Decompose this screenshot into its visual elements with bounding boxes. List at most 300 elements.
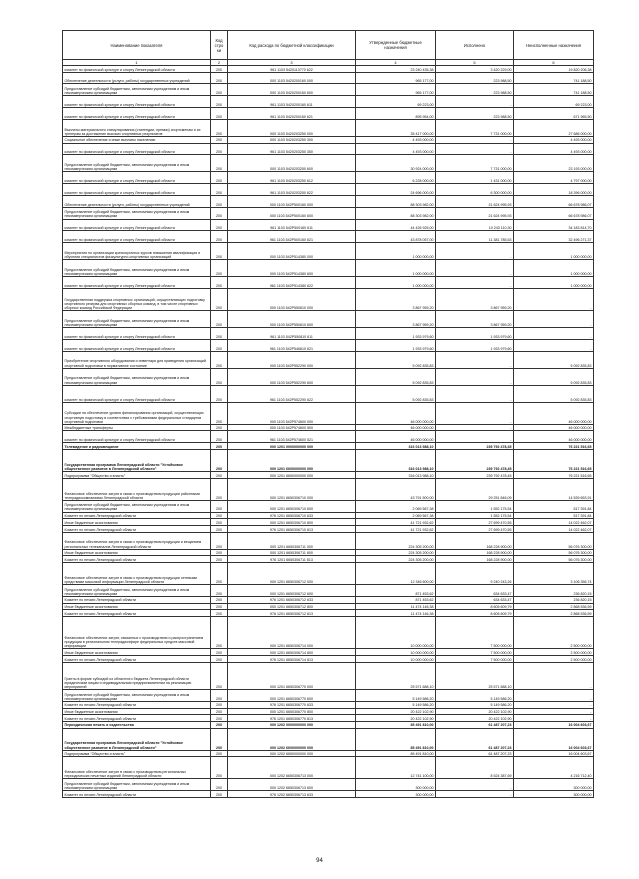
- row-unexecuted: 19 820 206,38: [514, 66, 594, 73]
- row-unexecuted: 16 004 603,67: [514, 721, 594, 728]
- table-row: [63, 715, 594, 722]
- row-approved: 5 149 586,20: [356, 701, 436, 708]
- row-unexecuted: 66 678 986,07: [514, 195, 594, 207]
- row-budget-code: 000 1103 542P552290 000: [228, 351, 356, 368]
- row-name: Комитет по печати Ленинградской области: [63, 610, 211, 617]
- row-approved: 1 000 000,00: [356, 277, 436, 289]
- table-row: [63, 184, 594, 196]
- row-line-code: 200: [211, 431, 228, 443]
- row-executed: 1 552 175,54: [436, 512, 514, 519]
- row-budget-code: 000 1201 6650306710 000: [228, 478, 356, 500]
- header-executed: Исполнено: [436, 31, 514, 60]
- row-line-code: 200: [211, 471, 228, 478]
- row-budget-code: 961 1103 542P514380 622: [228, 277, 356, 289]
- row-name: Финансовое обеспечение затрат в связи с производством продукции и вещанием региональных телеканалов Ленинградской области: [63, 532, 211, 549]
- row-unexecuted: 14 539 653,91: [514, 478, 594, 500]
- row-budget-code: 000 1103 542P514380 000: [228, 243, 356, 260]
- row-unexecuted: 46 000 000,00: [514, 424, 594, 431]
- header-line-code: Код стро ки: [211, 31, 228, 60]
- row-approved: 871 453,62: [356, 596, 436, 603]
- row-approved: 43 878 057,00: [356, 231, 436, 243]
- row-name: комитет по физической культуре и спорту Ленинградской области: [63, 385, 211, 402]
- table-row: [63, 585, 594, 597]
- column-index: 2: [211, 60, 228, 66]
- table-row: [63, 478, 594, 500]
- table-row: [63, 243, 594, 260]
- row-executed: 3 420 229,00: [436, 66, 514, 73]
- row-name: комитет по физической культуре и спорту Ленинградской области: [63, 431, 211, 443]
- row-executed: 11 381 785,63: [436, 231, 514, 243]
- row-budget-code: 961 1103 542P550810 611: [228, 328, 356, 340]
- row-budget-code: 976 1201 6650306770 633: [228, 701, 356, 708]
- row-line-code: 200: [211, 757, 228, 779]
- row-approved: 43 791 500,00: [356, 478, 436, 500]
- row-unexecuted: 1 000 000,00: [514, 260, 594, 277]
- row-budget-code: 000 1201 6650306770 000: [228, 662, 356, 689]
- row-budget-code: 000 1103 542P514380 600: [228, 260, 356, 277]
- row-line-code: 200: [211, 288, 228, 310]
- table-row: [63, 96, 594, 108]
- row-budget-code: 000 1103 542P500160 000: [228, 195, 356, 207]
- row-line-code: 200: [211, 231, 228, 243]
- row-budget-code: 000 1201 6650306712 800: [228, 603, 356, 610]
- row-budget-code: 961 1103 5420203250 350: [228, 143, 356, 155]
- row-approved: 2 069 567,38: [356, 512, 436, 519]
- row-line-code: 200: [211, 351, 228, 368]
- table-row: [63, 339, 594, 351]
- table-row: [63, 549, 594, 556]
- row-name: Финансовое обеспечение затрат в связи с производством продукции сетевыми средствами массовой информации Ленинградской области: [63, 563, 211, 585]
- row-line-code: 200: [211, 779, 228, 791]
- row-line-code: 200: [211, 512, 228, 519]
- row-executed: -: [436, 402, 514, 424]
- row-budget-code: 961 1103 542P546810 621: [228, 339, 356, 351]
- row-line-code: 200: [211, 66, 228, 73]
- row-executed: 7 731 000,00: [436, 155, 514, 172]
- row-line-code: 200: [211, 328, 228, 340]
- row-line-code: 200: [211, 549, 228, 556]
- row-unexecuted: 16 004 603,67: [514, 750, 594, 757]
- row-name: Комитет по печати Ленинградской области: [63, 596, 211, 603]
- row-budget-code: 000 1103 5420200160 600: [228, 84, 356, 96]
- table-row: [63, 603, 594, 610]
- table-row: [63, 662, 594, 689]
- row-line-code: 200: [211, 119, 228, 136]
- row-unexecuted: 27 686 000,00: [514, 119, 594, 136]
- row-name: комитет по физической культуре и спорту Ленинградской области: [63, 66, 211, 73]
- table-row: [63, 708, 594, 715]
- row-budget-code: 000 1103 542P574600 500: [228, 424, 356, 431]
- row-unexecuted: 76 221 516,65: [514, 449, 594, 471]
- row-unexecuted: 671 965,50: [514, 108, 594, 120]
- row-name: Подпрограмма "Общество и власть": [63, 750, 211, 757]
- row-name: Предоставление субсидий бюджетным, автономным учреждениям и иным некоммерческим организациям: [63, 500, 211, 512]
- row-budget-code: 000 1202 6650000000 000: [228, 750, 356, 757]
- row-name: Комитет по печати Ленинградской области: [63, 512, 211, 519]
- row-line-code: 200: [211, 556, 228, 563]
- row-executed: -: [436, 243, 514, 260]
- row-line-code: 200: [211, 243, 228, 260]
- table-row: [63, 288, 594, 310]
- row-name: комитет по физической культуре и спорту Ленинградской области: [63, 231, 211, 243]
- row-executed: 8 605 609,79: [436, 610, 514, 617]
- row-budget-code: 000 1103 542P552290 600: [228, 368, 356, 385]
- row-name: комитет по физической культуре и спорту Ленинградской области: [63, 339, 211, 351]
- row-line-code: 200: [211, 750, 228, 757]
- column-index: 1: [63, 60, 211, 66]
- row-name: комитет по физической культуре и спорту Ленинградской области: [63, 328, 211, 340]
- table-row: [63, 84, 594, 96]
- row-unexecuted: 517 391,84: [514, 512, 594, 519]
- row-unexecuted: 236 820,15: [514, 596, 594, 603]
- table-row: [63, 616, 594, 648]
- row-unexecuted: -: [514, 715, 594, 722]
- row-executed: 27 699 470,55: [436, 519, 514, 526]
- table-row: [63, 779, 594, 791]
- row-name: Мероприятия по организации краткосрочных курсов повышения квалификации и обучения специалистов физкультурно-спортивных организаций: [63, 243, 211, 260]
- row-line-code: 200: [211, 690, 228, 702]
- row-line-code: 200: [211, 519, 228, 526]
- row-executed: 7 500 000,00: [436, 656, 514, 663]
- table-row: [63, 701, 594, 708]
- row-unexecuted: 5 092 835,83: [514, 385, 594, 402]
- row-line-code: 200: [211, 195, 228, 207]
- header-budget-code: Код расхода по бюджетной классификации: [228, 31, 356, 60]
- row-unexecuted: 741 188,50: [514, 84, 594, 96]
- header-approved: Утвержденные бюджетные назначения: [356, 31, 436, 60]
- row-budget-code: 976 1201 6650306712 813: [228, 610, 356, 617]
- row-executed: 61 487 207,23: [436, 728, 514, 750]
- row-line-code: 200: [211, 449, 228, 471]
- table-row: [63, 431, 594, 443]
- row-budget-code: 000 1103 542P550810 600: [228, 311, 356, 328]
- table-body: [63, 66, 594, 798]
- table-row: [63, 328, 594, 340]
- row-unexecuted: 34 183 814,70: [514, 219, 594, 231]
- row-line-code: 200: [211, 155, 228, 172]
- row-name: комитет по физической культуре и спорту Ленинградской области: [63, 172, 211, 184]
- row-approved: 6 228 000,00: [356, 172, 436, 184]
- row-executed: 8 605 609,79: [436, 603, 514, 610]
- row-name: Иные бюджетные ассигнования: [63, 519, 211, 526]
- row-unexecuted: 56 076 300,00: [514, 549, 594, 556]
- row-executed: -: [436, 143, 514, 155]
- row-budget-code: 000 1103 542P550810 000: [228, 288, 356, 310]
- table-row: [63, 512, 594, 519]
- row-unexecuted: 517 391,84: [514, 500, 594, 512]
- row-unexecuted: 300 000,00: [514, 791, 594, 798]
- table-row: [63, 108, 594, 120]
- row-budget-code: 000 1202 6650306713 600: [228, 779, 356, 791]
- row-unexecuted: 69 223,00: [514, 96, 594, 108]
- row-approved: 224 305 200,00: [356, 532, 436, 549]
- row-line-code: 200: [211, 721, 228, 728]
- table-row: [63, 155, 594, 172]
- row-approved: 965 177,00: [356, 84, 436, 96]
- row-name: Гранты в форме субсидий из областного бюджета Ленинградской области юридическим лицам и индивидуальным предпринимателям на реализацию мероприятий: [63, 662, 211, 689]
- row-unexecuted: 14 022 462,07: [514, 525, 594, 532]
- row-line-code: 200: [211, 260, 228, 277]
- row-budget-code: 000 1202 0000000000 000: [228, 721, 356, 728]
- row-budget-code: 000 1201 0000000000 000: [228, 443, 356, 450]
- row-name: Субсидии на обеспечение уровня финансирования организаций, осуществляющих спортивную подготовку в соответствии с требованиями федеральных стандартов спортивной подготовки: [63, 402, 211, 424]
- row-line-code: 200: [211, 596, 228, 603]
- row-line-code: 200: [211, 728, 228, 750]
- row-executed: 223 988,50: [436, 108, 514, 120]
- row-budget-code: 000 1202 6600000000 000: [228, 728, 356, 750]
- row-unexecuted: 1 000 000,00: [514, 277, 594, 289]
- row-approved: 300 000,00: [356, 791, 436, 798]
- row-unexecuted: 4 216 712,40: [514, 757, 594, 779]
- row-approved: 46 000 000,00: [356, 424, 436, 431]
- row-name: Предоставление субсидий бюджетным, автономным учреждениям и иным некоммерческим организациям: [63, 368, 211, 385]
- row-name: комитет по физической культуре и спорту Ленинградской области: [63, 143, 211, 155]
- row-approved: 1 000 000,00: [356, 260, 436, 277]
- row-line-code: 200: [211, 585, 228, 597]
- row-name: Предоставление субсидий бюджетным, автономным учреждениям и иным некоммерческим организациям: [63, 155, 211, 172]
- row-budget-code: 000 1201 6650000000 000: [228, 471, 356, 478]
- row-budget-code: 961 1103 5420113770 622: [228, 66, 356, 73]
- row-budget-code: 000 1201 6650306710 800: [228, 519, 356, 526]
- row-name: Подпрограмма "Общество и власть": [63, 471, 211, 478]
- row-unexecuted: 46 000 000,00: [514, 431, 594, 443]
- row-budget-code: 000 1202 6650306713 000: [228, 757, 356, 779]
- row-name: Финансовое обеспечение затрат в связи с производством продукции районными телерадиокомпаниями Ленинградской области: [63, 478, 211, 500]
- row-line-code: 200: [211, 610, 228, 617]
- row-name: Выплаты материального стимулирования (стипендии, премии) спортсменам и их тренерам за достижение высоких спортивных результатов: [63, 119, 211, 136]
- row-unexecuted: -: [514, 662, 594, 689]
- row-name: Иные бюджетные ассигнования: [63, 649, 211, 656]
- row-executed: -: [436, 368, 514, 385]
- row-line-code: 200: [211, 616, 228, 648]
- row-budget-code: 976 1201 6650306714 813: [228, 656, 356, 663]
- table-row: [63, 368, 594, 385]
- row-budget-code: 000 1201 6600000000 000: [228, 449, 356, 471]
- row-approved: 10 000 000,00: [356, 656, 436, 663]
- row-name: Комитет по печати Ленинградской области: [63, 791, 211, 798]
- row-name: Межбюджетные трансферты: [63, 424, 211, 431]
- row-approved: 88 303 982,00: [356, 195, 436, 207]
- table-row: [63, 596, 594, 603]
- header-indicator-name: Наименование показателя: [63, 31, 211, 60]
- row-budget-code: 000 1201 6650306770 800: [228, 708, 356, 715]
- row-line-code: 200: [211, 443, 228, 450]
- budget-execution-table: [62, 30, 594, 798]
- table-row: [63, 219, 594, 231]
- row-budget-code: 961 1103 542P552290 622: [228, 385, 356, 402]
- table-row: [63, 728, 594, 750]
- row-budget-code: 000 1201 6650306714 000: [228, 616, 356, 648]
- row-approved: 1 000 000,00: [356, 243, 436, 260]
- row-budget-code: 961 1103 5420200160 611: [228, 96, 356, 108]
- table-row: [63, 119, 594, 136]
- header-unexecuted: Неисполненные назначения: [514, 31, 594, 60]
- row-budget-code: 000 1201 6650306712 600: [228, 585, 356, 597]
- row-unexecuted: 5 092 835,83: [514, 368, 594, 385]
- row-line-code: 200: [211, 649, 228, 656]
- row-approved: 20 422 102,90: [356, 715, 436, 722]
- table-row: [63, 500, 594, 512]
- row-executed: 168 228 900,00: [436, 549, 514, 556]
- row-budget-code: 000 1201 6650306770 600: [228, 690, 356, 702]
- row-unexecuted: -: [514, 690, 594, 702]
- row-name: Иные бюджетные ассигнования: [63, 603, 211, 610]
- row-name: комитет по физической культуре и спорту Ленинградской области: [63, 96, 211, 108]
- row-approved: 871 453,62: [356, 585, 436, 597]
- row-name: Финансовое обеспечение затрат, связанных с производством и распространением продукции в региональном телерадиоэфире федеральных средств массовой информации: [63, 616, 211, 648]
- row-name: Комитет по печати Ленинградской области: [63, 656, 211, 663]
- table-row: [63, 277, 594, 289]
- row-budget-code: 000 1103 5420203250 600: [228, 155, 356, 172]
- row-line-code: 200: [211, 662, 228, 689]
- row-unexecuted: 300 000,00: [514, 779, 594, 791]
- table-row: [63, 311, 594, 328]
- table-row: [63, 757, 594, 779]
- row-approved: 316 013 988,10: [356, 443, 436, 450]
- row-approved: 5 149 586,20: [356, 690, 436, 702]
- row-executed: -: [436, 779, 514, 791]
- row-approved: 23 240 435,38: [356, 66, 436, 73]
- row-budget-code: 961 1103 542P500160 621: [228, 231, 356, 243]
- row-approved: 12 741 100,00: [356, 757, 436, 779]
- row-budget-code: 000 1103 542P500160 600: [228, 207, 356, 219]
- row-name: Приобретение спортивного оборудования и инвентаря для приведения организаций спортивной подготовки в нормативное состояние: [63, 351, 211, 368]
- row-name: Предоставление субсидий бюджетным, автономным учреждениям и иным некоммерческим организациям: [63, 690, 211, 702]
- row-unexecuted: 2 500 000,00: [514, 649, 594, 656]
- row-name: Предоставление субсидий бюджетным, автономным учреждениям и иным некоммерческим организациям: [63, 311, 211, 328]
- row-executed: 5 149 586,20: [436, 701, 514, 708]
- row-executed: 7 500 000,00: [436, 616, 514, 648]
- row-line-code: 200: [211, 277, 228, 289]
- row-line-code: 200: [211, 603, 228, 610]
- table-row: [63, 563, 594, 585]
- row-approved: 69 223,00: [356, 96, 436, 108]
- table-row: [63, 519, 594, 526]
- row-line-code: 200: [211, 108, 228, 120]
- row-approved: 224 305 200,00: [356, 549, 436, 556]
- row-unexecuted: 56 076 300,00: [514, 532, 594, 549]
- table-row: [63, 195, 594, 207]
- row-line-code: 200: [211, 339, 228, 351]
- row-executed: 1 552 175,54: [436, 500, 514, 512]
- row-budget-code: 000 1103 5420200160 000: [228, 72, 356, 84]
- row-approved: 11 474 146,38: [356, 610, 436, 617]
- table-row: [63, 471, 594, 478]
- row-unexecuted: 741 188,50: [514, 72, 594, 84]
- column-index: 5: [436, 60, 514, 66]
- row-name: Периодическая печать и издательства: [63, 721, 211, 728]
- row-budget-code: 000 1201 6650306712 000: [228, 563, 356, 585]
- table-header-row: [63, 31, 594, 60]
- row-approved: 1 933 979,60: [356, 339, 436, 351]
- row-executed: 10 243 110,30: [436, 219, 514, 231]
- row-name: Обеспечение деятельности (услуги, работы) государственных учреждений: [63, 195, 211, 207]
- row-approved: 41 721 932,62: [356, 525, 436, 532]
- row-line-code: 200: [211, 424, 228, 431]
- row-unexecuted: 1 000 000,00: [514, 243, 594, 260]
- row-approved: 965 177,00: [356, 72, 436, 84]
- row-budget-code: 000 1201 6650306710 600: [228, 500, 356, 512]
- row-approved: 88 303 982,00: [356, 207, 436, 219]
- row-approved: 12 346 600,00: [356, 563, 436, 585]
- row-name: Комитет по печати Ленинградской области: [63, 525, 211, 532]
- row-line-code: 200: [211, 184, 228, 196]
- row-name: Обеспечение деятельности (услуги, работы) государственных учреждений: [63, 72, 211, 84]
- row-unexecuted: 56 076 300,00: [514, 556, 594, 563]
- row-approved: 85 491 810,00: [356, 721, 436, 728]
- row-executed: 239 792 478,45: [436, 471, 514, 478]
- row-unexecuted: 16 004 603,67: [514, 728, 594, 750]
- row-executed: 25 571 688,10: [436, 662, 514, 689]
- row-approved: 41 721 932,62: [356, 519, 436, 526]
- row-executed: 27 699 470,55: [436, 525, 514, 532]
- row-line-code: 200: [211, 656, 228, 663]
- row-unexecuted: 66 678 986,07: [514, 207, 594, 219]
- row-line-code: 200: [211, 96, 228, 108]
- row-line-code: 200: [211, 207, 228, 219]
- row-name: Предоставление субсидий бюджетным, автономным учреждениям и иным некоммерческим организациям: [63, 84, 211, 96]
- row-line-code: 200: [211, 525, 228, 532]
- row-executed: -: [436, 791, 514, 798]
- row-line-code: 200: [211, 715, 228, 722]
- row-unexecuted: 32 496 271,37: [514, 231, 594, 243]
- row-budget-code: 976 1201 6650306712 633: [228, 596, 356, 603]
- row-unexecuted: 46 000 000,00: [514, 402, 594, 424]
- row-name: Предоставление субсидий бюджетным, автономным учреждениям и иным некоммерческим организациям: [63, 585, 211, 597]
- row-approved: 300 000,00: [356, 779, 436, 791]
- row-approved: 20 422 102,90: [356, 708, 436, 715]
- table-row: [63, 532, 594, 549]
- row-unexecuted: 4 493 000,00: [514, 143, 594, 155]
- table-row: [63, 649, 594, 656]
- row-unexecuted: 14 022 462,07: [514, 519, 594, 526]
- row-name: комитет по физической культуре и спорту Ленинградской области: [63, 219, 211, 231]
- column-index: 4: [356, 60, 436, 66]
- row-executed: 3 867 959,20: [436, 311, 514, 328]
- row-line-code: 200: [211, 136, 228, 143]
- table-row: [63, 556, 594, 563]
- row-unexecuted: -: [514, 701, 594, 708]
- row-budget-code: 000 1201 6650306711 000: [228, 532, 356, 549]
- row-unexecuted: 4 493 000,00: [514, 136, 594, 143]
- row-approved: 11 474 146,38: [356, 603, 436, 610]
- row-executed: 168 228 900,00: [436, 532, 514, 549]
- row-executed: 239 792 478,45: [436, 449, 514, 471]
- row-approved: 30 924 000,00: [356, 155, 436, 172]
- row-approved: 10 000 000,00: [356, 649, 436, 656]
- row-executed: 21 624 995,93: [436, 207, 514, 219]
- row-unexecuted: -: [514, 288, 594, 310]
- row-approved: 895 954,00: [356, 108, 436, 120]
- row-approved: 316 013 988,10: [356, 471, 436, 478]
- table-row: [63, 143, 594, 155]
- row-executed: 3 867 959,20: [436, 288, 514, 310]
- row-budget-code: 961 1103 5420203250 622: [228, 184, 356, 196]
- row-line-code: 200: [211, 72, 228, 84]
- row-approved: 224 305 200,00: [356, 556, 436, 563]
- row-approved: 5 092 835,83: [356, 385, 436, 402]
- row-executed: 29 251 846,09: [436, 478, 514, 500]
- row-approved: 1 933 979,60: [356, 328, 436, 340]
- table-row: [63, 449, 594, 471]
- row-line-code: 200: [211, 385, 228, 402]
- table-row: [63, 231, 594, 243]
- table-row: [63, 260, 594, 277]
- row-name: комитет по физической культуре и спорту Ленинградской области: [63, 184, 211, 196]
- row-executed: 634 633,47: [436, 596, 514, 603]
- row-name: комитет по физической культуре и спорту Ленинградской области: [63, 277, 211, 289]
- row-approved: 10 000 000,00: [356, 616, 436, 648]
